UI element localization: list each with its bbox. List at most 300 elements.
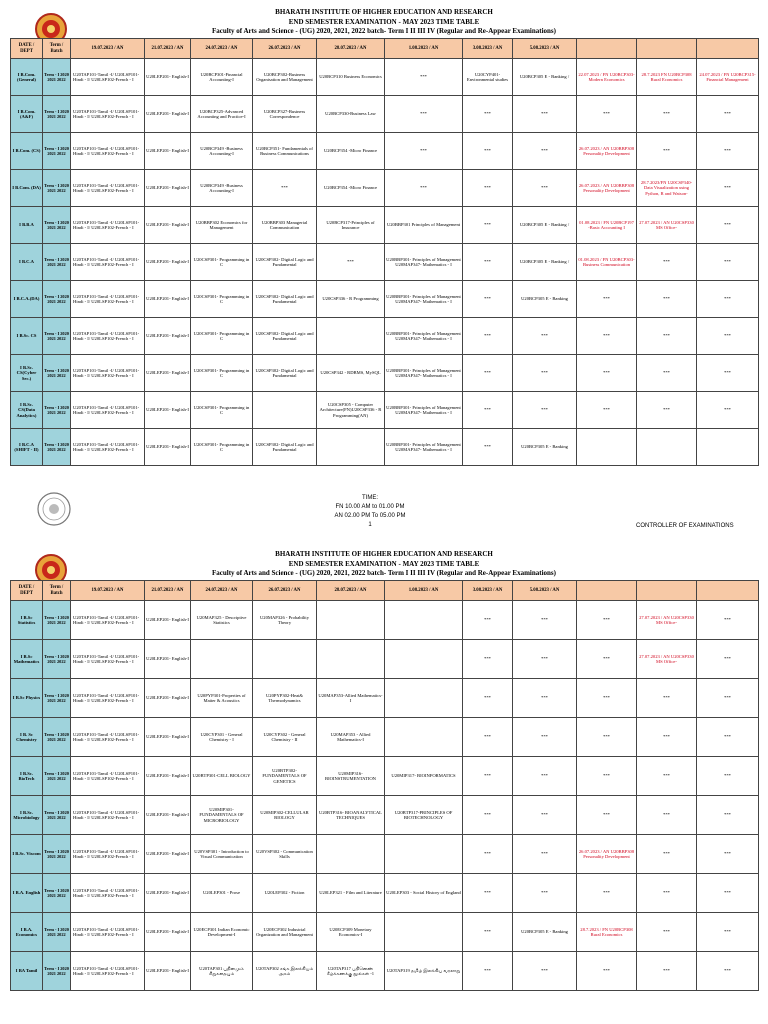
exam-cell [317,601,385,640]
language-paper-cell: U20TAP101-Tamil -I/ U20LSP101-Hindi - I/ U20LSP102-French - I [71,874,145,913]
exam-cell: *** [697,170,759,207]
exam-title: END SEMESTER EXAMINATION - MAY 2023 TIME TABLE [288,17,480,26]
exam-cell: 26.07.2023 / AN U20BBP308 Personality Development [577,835,637,874]
exam-cell: U20TAP319 தமிழ் இலக்கிய வரலாறு [385,952,463,991]
timing-note [300,494,440,530]
exam-cell: U20BCP325-Advanced Accounting and Practice-I [191,96,253,133]
term-batch-cell: Term - I 2020 2021 2022 [43,640,71,679]
exam-cell: U20MAP353 - Allied Mathematics-I [317,718,385,757]
exam-cell: *** [637,952,697,991]
term-batch-cell: Term - I 2020 2021 2022 [43,96,71,133]
exam-cell: U20BCP317-Principles of Insurance [317,207,385,244]
language-paper-cell: U20TAP101-Tamil -I/ U20LSP101-Hindi - I/ U20LSP102-French - I [71,96,145,133]
exam-cell: 22.07.2023 / FN U20BCP303-Modern Economics [577,59,637,96]
language-paper-cell: U20TAP101-Tamil -I/ U20LSP101-Hindi - I/ U20LSP102-French - I [71,59,145,96]
column-header [637,581,697,601]
exam-cell: *** [697,318,759,355]
language-paper-cell: U20TAP101-Tamil -I/ U20LSP101-Hindi - I/ U20LSP102-French - I [71,281,145,318]
dept-cell: I B.Sc. Microbiology [11,796,43,835]
term-batch-cell: Term - I 2020 2021 2022 [43,207,71,244]
language-paper-cell: U20TAP101-Tamil -I/ U20LSP101-Hindi - I/ U20LSP102-French - I [71,133,145,170]
exam-cell: *** [385,133,463,170]
exam-cell: U20CSP305 - Computer Architecture(FN)U20CSP336 - R Programming(AN) [317,392,385,429]
table-row [11,281,759,318]
exam-cell: U20BBP301- Principles of Management U20MAP347- Mathematics - I [385,355,463,392]
exam-cell [317,835,385,874]
exam-cell: *** [513,601,577,640]
controller-signature: CONTROLLER OF EXAMINATIONS [636,523,734,529]
language-paper-cell: U20TAP101-Tamil -I/ U20LSP101-Hindi - I/ U20LSP102-French - I [71,952,145,991]
exam-cell: *** [697,913,759,952]
exam-cell [253,392,317,429]
exam-cell: *** [577,952,637,991]
exam-cell [637,429,697,466]
column-header: DATE / DEPT [11,39,43,59]
column-header: 1.08.2023 / AN [385,581,463,601]
exam-cell: *** [463,835,513,874]
exam-cell: *** [697,244,759,281]
exam-cell: *** [463,874,513,913]
language-paper-cell: U20TAP101-Tamil -I/ U20LSP101-Hindi - I/ U20LSP102-French - I [71,718,145,757]
exam-cell: U20MIP317- BIOINFORMATICS [385,757,463,796]
exam-cell: *** [463,318,513,355]
exam-cell: *** [577,640,637,679]
dept-cell: I B.Sc. BioTech [11,757,43,796]
exam-cell: U20CSP301- Programming in C [191,355,253,392]
exam-cell: 01.08.2023 / FN U20BCP197 -Basic Accounting I [577,207,637,244]
exam-cell: *** [637,679,697,718]
language-paper-cell: U20TAP101-Tamil -I/ U20LSP101-Hindi - I/ U20LSP102-French - I [71,913,145,952]
dept-cell: I B.Com. (DA) [11,170,43,207]
exam-cell: U20VSP301 - Introduction to Visual Communication [191,835,253,874]
exam-cell: *** [637,757,697,796]
table-row [11,96,759,133]
exam-cell [385,601,463,640]
column-header: 5.08.2023 / AN [513,39,577,59]
table-row [11,640,759,679]
table-body [11,59,759,466]
term-batch-cell: Term - I 2020 2021 2022 [43,835,71,874]
exam-cell: U20BCP305 E - Banking / [513,207,577,244]
exam-cell: *** [385,96,463,133]
exam-cell: *** [463,170,513,207]
exam-cell: U20BTP316- BIOANALYTICAL TECHNIQUES [317,796,385,835]
exam-cell: *** [637,913,697,952]
column-header: 26.07.2023 / AN [253,581,317,601]
table-row [11,913,759,952]
exam-cell: *** [513,796,577,835]
exam-cell: *** [577,601,637,640]
exam-cell: *** [577,281,637,318]
column-header: 24.07.2023 / AN [191,39,253,59]
exam-cell: *** [513,718,577,757]
exam-cell: *** [513,355,577,392]
column-header [697,39,759,59]
table-row [11,757,759,796]
exam-cell: *** [697,640,759,679]
exam-cell: *** [637,835,697,874]
exam-cell [317,429,385,466]
exam-cell: U20BBP303 Managerial Communication [253,207,317,244]
table-header-row [11,39,759,59]
exam-cell: *** [697,601,759,640]
term-batch-cell: Term - I 2020 2021 2022 [43,757,71,796]
exam-cell: U20ECP302 Industrial Organization and Management [253,913,317,952]
exam-cell [191,640,253,679]
column-header: 3.08.2023 / AN [463,581,513,601]
exam-cell: *** [317,244,385,281]
exam-cell: U20LEP201- English-I [145,392,191,429]
exam-cell: U20TAP317 பதினெண் கீழ்க்கணக்கு நூல்கள் -1 [317,952,385,991]
column-header [577,581,637,601]
exam-cell: U20BCP305 E - Banking [513,913,577,952]
column-header: 26.07.2023 / AN [253,39,317,59]
an-timing: AN 02.00 PM To 05.00 PM [334,513,406,519]
exam-cell: U20CSP302- Digital Logic and Fundamental [253,244,317,281]
language-paper-cell: U20TAP101-Tamil -I/ U20LSP101-Hindi - I/ U20LSP102-French - I [71,207,145,244]
exam-cell: U20CSP302- Digital Logic and Fundamental [253,281,317,318]
exam-cell: *** [637,281,697,318]
exam-cell: 28.7.2023/FN U20CSP340-Data Visualization using Python, R and Watson- [637,170,697,207]
exam-cell: U20LEP201- English-I [145,170,191,207]
exam-cell [385,679,463,718]
exam-cell: U20MIP301- FUNDAMENTALS OF MICROBIOLOGY [191,796,253,835]
language-paper-cell: U20TAP101-Tamil -I/ U20LSP101-Hindi - I/ U20LSP102-French - I [71,835,145,874]
language-paper-cell: U20TAP101-Tamil -I/ U20LSP101-Hindi - I/ U20LSP102-French - I [71,679,145,718]
column-header: 21.07.2023 / AN [145,39,191,59]
table-row [11,718,759,757]
exam-cell: 01.08.2023 / FN U20BCP303-Business Communication [577,244,637,281]
exam-cell: U20TAP301 புதினமும் சிறுகதையும் [191,952,253,991]
dept-cell: I B.Sc. CS [11,318,43,355]
exam-cell: *** [577,718,637,757]
exam-cell: 27.07.2023 / AN U20CSP330 MS Office- [637,640,697,679]
term-batch-cell: Term - I 2020 2021 2022 [43,796,71,835]
exam-cell: U20BCP305 E - Banking / [513,59,577,96]
exam-cell: *** [697,679,759,718]
exam-cell: U20LEP201- English-I [145,796,191,835]
exam-title: END SEMESTER EXAMINATION - MAY 2023 TIME TABLE [288,559,480,568]
exam-cell: U20CSP302- Digital Logic and Fundamental [253,318,317,355]
exam-cell: *** [697,281,759,318]
column-header: 3.08.2023 / AN [463,39,513,59]
table-row [11,318,759,355]
column-header: 21.07.2023 / AN [145,581,191,601]
exam-cell: U20CSP302- Digital Logic and Fundamental [253,429,317,466]
term-batch-cell: Term - I 2020 2021 2022 [43,355,71,392]
exam-cell: *** [697,718,759,757]
exam-cell: U20LEP201- English-I [145,679,191,718]
exam-cell: *** [385,59,463,96]
exam-cell: U20BBP301- Principles of Management U20MAP347- Mathematics - I [385,392,463,429]
dept-cell: I B.Sc. Viscom [11,835,43,874]
term-batch-cell: Term - I 2020 2021 2022 [43,170,71,207]
exam-cell: U20CSP336 - R Programming [317,281,385,318]
table-row [11,244,759,281]
exam-cell: *** [463,281,513,318]
table-row [11,392,759,429]
column-header [637,39,697,59]
exam-cell: U20ECP301 Indian Economic Development-I [191,913,253,952]
office-seal-icon [36,491,72,527]
dept-cell: I B.A. English [11,874,43,913]
exam-cell: *** [463,757,513,796]
exam-cell: U20LEP201- English-I [145,913,191,952]
exam-cell: U20BCP349 -Business Accounting-I [191,133,253,170]
exam-cell: *** [463,913,513,952]
exam-cell: *** [463,601,513,640]
exam-cell: U20LEP201- English-I [145,718,191,757]
exam-cell: U20BCP305 E - Banking / [513,244,577,281]
language-paper-cell: U20TAP101-Tamil -I/ U20LSP101-Hindi - I/ U20LSP102-French - I [71,757,145,796]
exam-cell: U20CSP301- Programming in C [191,281,253,318]
exam-cell: U20BCP302-Business Organisation and Management [253,59,317,96]
exam-cell: U20BTP302- FUNDAMENTALS OF GENETICS [253,757,317,796]
table-row [11,679,759,718]
exam-cell: *** [637,244,697,281]
column-header: 1.08.2023 / AN [385,39,463,59]
exam-cell: *** [697,835,759,874]
dept-cell: I B.C.A.(DA) [11,281,43,318]
exam-cell: U20LEP201- English-I [145,874,191,913]
exam-cell: *** [463,796,513,835]
exam-cell: *** [637,355,697,392]
exam-cell: U20LEP321 - Film and Literature [317,874,385,913]
dept-cell: I B.Sc. CS(Cyber Sec.) [11,355,43,392]
exam-cell: *** [697,355,759,392]
institute-name: BHARATH INSTITUTE OF HIGHER EDUCATION AND RESEARCH [275,8,493,16]
exam-cell: *** [577,318,637,355]
exam-cell: U20LEP201- English-I [145,601,191,640]
exam-cell: U20BCP327-Business Correspondence [253,96,317,133]
exam-cell [577,429,637,466]
dept-cell: I B.C.A [11,244,43,281]
exam-cell: U20CYP301 - General Chemistry - I [191,718,253,757]
table-row [11,170,759,207]
dept-cell: I B.Sc. CS(Data Analytics) [11,392,43,429]
exam-cell: U20LEP201- English-I [145,59,191,96]
exam-cell: U20VSP302 - Communication Skills [253,835,317,874]
exam-cell: U20BCP301-Financial Accounting-I [191,59,253,96]
exam-cell: U20MAP326 - Probability Theory [253,601,317,640]
exam-cell: *** [577,757,637,796]
dept-cell: I B. Sc Chemistry [11,718,43,757]
exam-cell: U20CSP301- Programming in C [191,429,253,466]
column-header: 5.08.2023 / AN [513,581,577,601]
exam-cell: U20LEP303 - Social History of England [385,874,463,913]
column-header: 19.07.2023 / AN [71,581,145,601]
exam-cell: U20BTP317-PRINCIPLES OF BIOTECHNOLOGY [385,796,463,835]
exam-cell: U20LEP302 - Fiction [253,874,317,913]
exam-cell: *** [463,679,513,718]
exam-cell: *** [513,318,577,355]
exam-cell: *** [637,318,697,355]
term-batch-cell: Term - I 2020 2021 2022 [43,874,71,913]
exam-cell: U20ECP309 Monetary Economics-I [317,913,385,952]
exam-cell: U20BBP301- Principles of Management U20MAP347- Mathematics - I [385,281,463,318]
fn-timing: FN 10.00 AM to 01.00 PM [335,504,405,510]
term-batch-cell: Term - I 2020 2021 2022 [43,281,71,318]
term-batch-cell: Term - I 2020 2021 2022 [43,133,71,170]
exam-cell: *** [513,835,577,874]
exam-cell: *** [463,392,513,429]
dept-cell: I B.Sc Mathematics [11,640,43,679]
language-paper-cell: U20TAP101-Tamil -I/ U20LSP101-Hindi - I/ U20LSP102-French - I [71,244,145,281]
dept-cell: I B.B.A [11,207,43,244]
faculty-title: Faculty of Arts and Science - (UG) 2020, 2021, 2022 batch- Term I II III IV (Regular and Re-Appear Examinations) [212,27,556,35]
exam-cell: 27.07.2023 / AN U20CSP330 MS Office- [637,207,697,244]
exam-cell: 26.07.2023 / AN U20BBP308 Personality Development [577,133,637,170]
dept-cell: I B.Com. (CS) [11,133,43,170]
dept-cell: I B.C.A (SHIFT - II) [11,429,43,466]
exam-cell: *** [697,207,759,244]
exam-cell: *** [697,796,759,835]
dept-cell: I BA Tamil [11,952,43,991]
table-body [11,601,759,991]
page-number: 1 [368,522,372,528]
language-paper-cell: U20TAP101-Tamil -I/ U20LSP101-Hindi - I/ U20LSP102-French - I [71,355,145,392]
exam-cell: *** [577,392,637,429]
exam-cell: U20MAP325 - Descriptive Statistics [191,601,253,640]
exam-cell: U20LEP201- English-I [145,244,191,281]
term-batch-cell: Term - I 2020 2021 2022 [43,429,71,466]
column-header: 28.07.2023 / AN [317,581,385,601]
term-batch-cell: Term - I 2020 2021 2022 [43,679,71,718]
exam-cell: U20BCP305 E - Banking [513,281,577,318]
exam-cell: U20LEP201- English-I [145,355,191,392]
exam-cell: U20BBP301- Principles of Management U20MAP347- Mathematics - I [385,318,463,355]
exam-cell [253,640,317,679]
exam-cell: *** [577,874,637,913]
term-batch-cell: Term - I 2020 2021 2022 [43,913,71,952]
exam-cell: U20BCP305 E - Banking [513,429,577,466]
table-row [11,874,759,913]
exam-cell: U20PYP301-Properties of Matter & Acoustics [191,679,253,718]
term-batch-cell: Term - I 2020 2021 2022 [43,952,71,991]
exam-cell: *** [637,96,697,133]
exam-cell: *** [577,96,637,133]
exam-cell: U20LEP201- English-I [145,757,191,796]
term-batch-cell: Term - I 2020 2021 2022 [43,318,71,355]
exam-cell: U20CYP302 - General Chemistry - II [253,718,317,757]
column-header: Term / Batch [43,39,71,59]
exam-cell: *** [513,640,577,679]
exam-cell: U20LEP201- English-I [145,835,191,874]
timetable-table-2 [10,580,759,991]
exam-cell: *** [463,640,513,679]
exam-cell: *** [637,796,697,835]
table-row [11,835,759,874]
exam-cell: U20BBP301- Principles of Management U20MAP347- Mathematics - I [385,244,463,281]
institute-name: BHARATH INSTITUTE OF HIGHER EDUCATION AND RESEARCH [275,550,493,558]
exam-cell: *** [637,718,697,757]
timetable-header [0,8,768,37]
exam-cell: U20BCP330-Business Law [317,96,385,133]
exam-cell: U20BBP301 Principles of Management [385,207,463,244]
exam-cell: U20LEP201- English-I [145,952,191,991]
column-header: Term / Batch [43,581,71,601]
exam-cell: U20BCP349 -Business Accounting-I [191,170,253,207]
exam-cell: *** [697,133,759,170]
dept-cell: I B.Sc Physics [11,679,43,718]
timetable-header [0,550,768,579]
table-header-row [11,581,759,601]
exam-cell: U20MIP302-CELLULAR BIOLOGY [253,796,317,835]
exam-cell: U20CSP302- Digital Logic and Fundamental [253,355,317,392]
exam-cell: *** [577,355,637,392]
exam-cell: 27.07.2023 / AN U20CSP330 MS Office- [637,601,697,640]
table-row [11,59,759,96]
exam-cell: U20CSP301- Programming in C [191,392,253,429]
exam-cell: *** [513,874,577,913]
exam-cell [697,429,759,466]
exam-cell: U20LEP201- English-I [145,318,191,355]
term-batch-cell: Term - I 2020 2021 2022 [43,601,71,640]
exam-cell: U20BCP354 -Micro Finance [317,133,385,170]
table-row [11,796,759,835]
dept-cell: I B.Com. (A&F) [11,96,43,133]
term-batch-cell: Term - I 2020 2021 2022 [43,392,71,429]
exam-cell: *** [513,133,577,170]
time-label: TIME: [362,495,378,501]
term-batch-cell: Term - I 2020 2021 2022 [43,718,71,757]
exam-cell: *** [697,874,759,913]
language-paper-cell: U20TAP101-Tamil -I/ U20LSP101-Hindi - I/ U20LSP102-French - I [71,796,145,835]
column-header: 19.07.2023 / AN [71,39,145,59]
exam-cell: *** [463,207,513,244]
exam-cell [385,913,463,952]
faculty-title: Faculty of Arts and Science - (UG) 2020, 2021, 2022 batch- Term I II III IV (Regular and Re-Appear Examinations) [212,569,556,577]
exam-cell: *** [513,96,577,133]
exam-cell [385,718,463,757]
exam-cell: U20LEP201- English-I [145,429,191,466]
exam-cell: 24.07.2023 / FN U20BCP315-Financial Management [697,59,759,96]
exam-cell: *** [463,133,513,170]
exam-cell: *** [463,96,513,133]
dept-cell: I B.Sc Statistics [11,601,43,640]
exam-cell: U20LEP201- English-I [145,640,191,679]
column-header: DATE / DEPT [11,581,43,601]
exam-cell: *** [577,796,637,835]
language-paper-cell: U20TAP101-Tamil -I/ U20LSP101-Hindi - I/ U20LSP102-French - I [71,601,145,640]
table-row [11,952,759,991]
language-paper-cell: U20TAP101-Tamil -I/ U20LSP101-Hindi - I/ U20LSP102-French - I [71,318,145,355]
exam-cell: U20MIP316- BIOINSTRUMENTATION [317,757,385,796]
exam-cell: U20BCP354 -Micro Finance [317,170,385,207]
exam-cell: *** [577,679,637,718]
exam-cell: *** [513,170,577,207]
exam-cell: *** [513,679,577,718]
dept-cell: I B.A. Economics [11,913,43,952]
language-paper-cell: U20TAP101-Tamil -I/ U20LSP101-Hindi - I/ U20LSP102-French - I [71,170,145,207]
exam-cell: U20PYP302-Heat& Thermodynamics [253,679,317,718]
exam-cell: *** [463,244,513,281]
language-paper-cell: U20TAP101-Tamil -I/ U20LSP101-Hindi - I/ U20LSP102-French - I [71,429,145,466]
exam-cell: U20CSP301- Programming in C [191,318,253,355]
exam-cell: *** [463,718,513,757]
exam-cell: U20TAP302 சங்க இலக்கியம் அகம் [253,952,317,991]
exam-cell: *** [513,392,577,429]
exam-cell: U20LEP301 - Prose [191,874,253,913]
exam-cell: U20BCP351- Fundamentals of Business Communications [253,133,317,170]
language-paper-cell: U20TAP101-Tamil -I/ U20LSP101-Hindi - I/ U20LSP102-French - I [71,640,145,679]
exam-cell: U20CYP401- Environmental studies [463,59,513,96]
column-header: 24.07.2023 / AN [191,581,253,601]
exam-cell: U20LEP201- English-I [145,281,191,318]
exam-cell [317,318,385,355]
exam-cell: *** [385,170,463,207]
exam-cell: U20CSP342 - RDBMS, MySQL [317,355,385,392]
